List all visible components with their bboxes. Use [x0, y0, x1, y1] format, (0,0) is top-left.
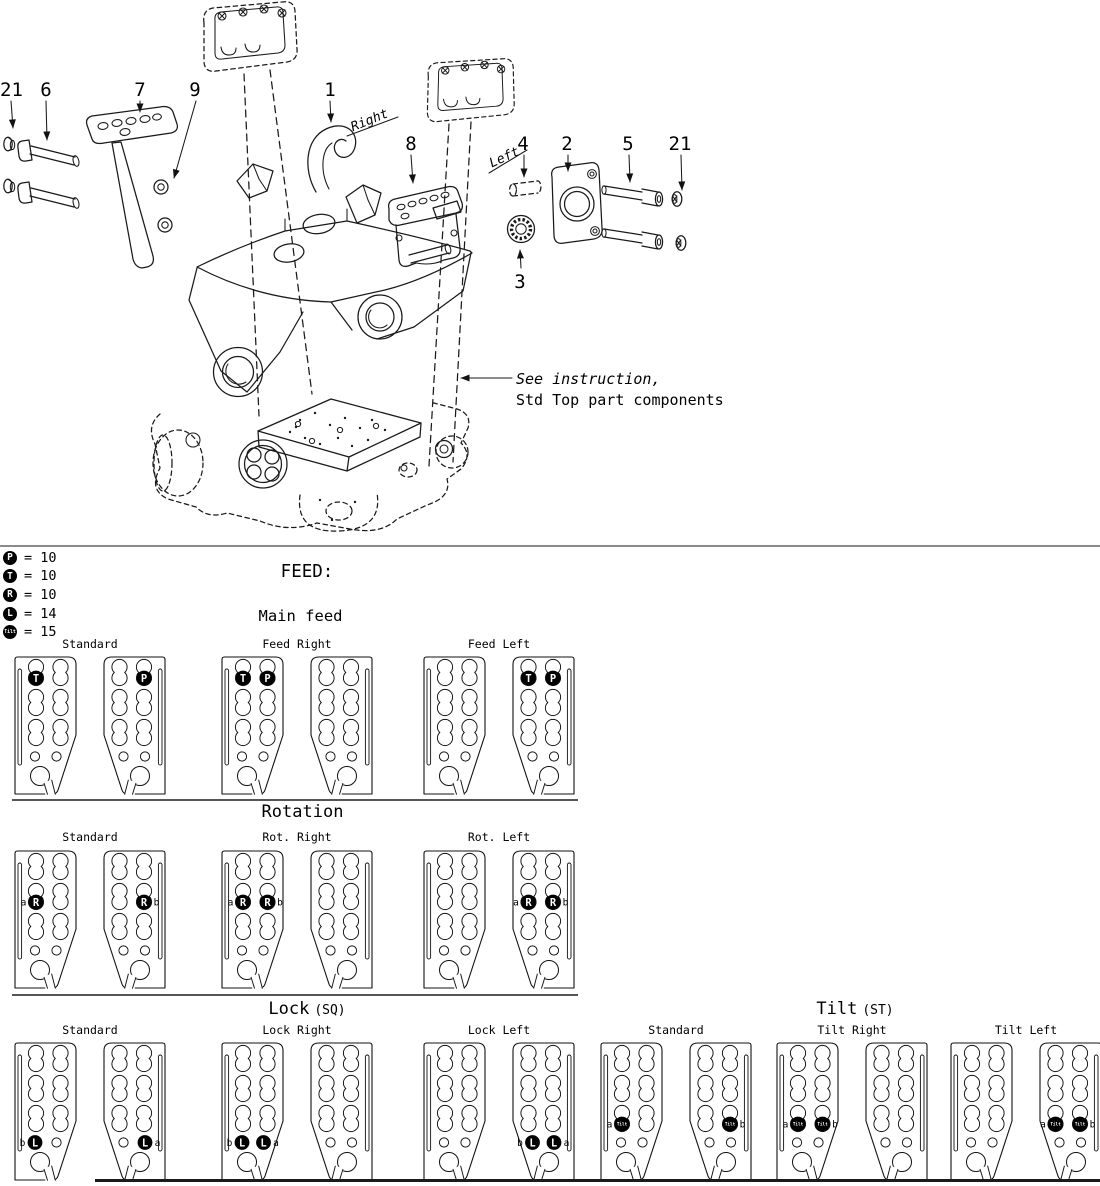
coupler-plate-right [866, 1043, 927, 1182]
port-marker-R [546, 895, 569, 910]
coupler-plate-left [951, 1043, 1012, 1182]
svg-text:L: L [31, 1137, 39, 1150]
legend-row-P [3, 550, 57, 566]
port-marker-Tilt [1040, 1117, 1063, 1132]
svg-text:Tilt: Tilt [1050, 1122, 1061, 1128]
side-label-a: a [513, 897, 519, 909]
svg-text:R: R [525, 896, 532, 909]
part9-bushings [154, 180, 172, 232]
svg-text:R: R [140, 896, 148, 909]
svg-text:T: T [525, 672, 532, 685]
side-label-b: b [562, 897, 569, 909]
part-callout-7: 7 [134, 79, 146, 101]
coupler-plate-right [311, 1043, 372, 1182]
diagram-title-lock-left: Lock Left [467, 1023, 531, 1037]
plate-diagram-rotation-rot-left [424, 851, 574, 992]
diagram-title-feed-left: Feed Left [467, 637, 531, 651]
note-line2: Std Top part components [516, 391, 724, 409]
legend-value: = 10 [24, 568, 57, 585]
part6-pins [18, 140, 80, 209]
port-marker-Tilt [723, 1117, 746, 1132]
diagram-title-standard: Standard [62, 637, 118, 651]
side-label-b: b [1089, 1119, 1096, 1131]
port-marker-T [521, 671, 536, 686]
coupler-plate-right [104, 657, 165, 796]
exploded-view-drawing [0, 0, 1100, 546]
side-label-a: a [1040, 1119, 1046, 1131]
part-callout-5: 5 [622, 133, 634, 155]
section-divider-top [0, 545, 1100, 547]
part-callout-8: 8 [405, 133, 417, 155]
part-callout-2: 2 [561, 133, 573, 155]
heading-rotation: Rotation [261, 802, 344, 822]
leader-dashed [270, 70, 312, 394]
port-badge-P-icon: P [3, 551, 17, 565]
diagram-title-standard: Standard [62, 1023, 118, 1037]
port-marker-P [260, 671, 275, 686]
svg-text:P: P [140, 672, 148, 685]
heading-tilt: Tilt (ST) [816, 999, 894, 1019]
part4-pin [510, 181, 541, 196]
side-label-b: b [19, 1138, 26, 1149]
plate-diagram-rotation-standard [15, 851, 165, 992]
side-label-a: a [563, 1138, 570, 1149]
legend-row-T [3, 569, 57, 585]
part-callout-3: 3 [514, 271, 526, 293]
svg-text:R: R [264, 896, 271, 909]
divider-under-rotation [12, 994, 578, 996]
coupler-plate-left [424, 657, 485, 796]
plate-diagram-lock-standard [15, 1043, 165, 1184]
svg-text:Tilt: Tilt [616, 1122, 628, 1128]
svg-text:L: L [529, 1137, 536, 1150]
svg-text:T: T [239, 672, 247, 685]
svg-text:L: L [141, 1137, 149, 1150]
lower-rotator-unit [151, 399, 468, 531]
port-marker-L [517, 1135, 540, 1150]
port-marker-T [29, 671, 44, 686]
heading-lock: Lock (SQ) [268, 999, 346, 1019]
svg-text:L: L [260, 1137, 267, 1150]
svg-text:Tilt: Tilt [817, 1122, 828, 1128]
leader-dashed [429, 124, 449, 466]
bottom-divider [95, 1179, 1100, 1182]
port-marker-R [21, 895, 44, 910]
plate-diagram-lock-lock-right [222, 1043, 372, 1184]
port-marker-R [228, 895, 251, 910]
part-callout-1: 1 [324, 79, 336, 101]
plate-diagram-tilt-tilt-right [777, 1043, 927, 1184]
plate-diagram-tilt-standard [601, 1043, 751, 1184]
svg-text:L: L [238, 1137, 246, 1150]
svg-text:T: T [32, 672, 40, 685]
port-marker-L [227, 1135, 250, 1150]
svg-text:R: R [239, 896, 247, 909]
coupler-plate-right [690, 1043, 751, 1182]
coupler-plate-left [15, 1043, 76, 1182]
side-label-b: b [517, 1138, 523, 1149]
right-side-label: Right [348, 106, 391, 136]
divider-under-main-feed [12, 799, 578, 801]
feed-heading: FEED: [280, 562, 334, 582]
part5-bolts [602, 186, 663, 249]
svg-text:Tilt: Tilt [1074, 1122, 1086, 1128]
port-marker-T [236, 671, 251, 686]
side-label-a: a [782, 1119, 789, 1131]
port-badge-L-icon: L [3, 607, 17, 621]
diagram-title-tilt-left: Tilt Left [994, 1023, 1058, 1037]
side-label-a: a [20, 897, 27, 909]
port-marker-R [513, 895, 536, 910]
port-marker-R [137, 895, 160, 910]
port-marker-R [260, 895, 283, 910]
coupler-plate-right [311, 657, 372, 796]
svg-text:L: L [550, 1137, 558, 1150]
side-label-b: b [153, 897, 160, 909]
side-label-a: a [154, 1138, 161, 1149]
svg-text:P: P [264, 672, 271, 685]
side-label-b: b [739, 1119, 746, 1131]
plate-diagram-feed-feed-left [424, 657, 574, 798]
port-badge-T-icon: T [3, 569, 17, 583]
plate-diagram-feed-feed-right [222, 657, 372, 798]
legend-value: = 10 [24, 586, 57, 603]
diagram-title-standard: Standard [62, 830, 118, 844]
coupler-plate-left [15, 657, 76, 796]
diagram-title-rot-left: Rot. Left [467, 830, 531, 844]
plate-diagram-tilt-tilt-left [951, 1043, 1100, 1184]
port-marker-P [546, 671, 561, 686]
port-marker-P [137, 671, 152, 686]
side-label-a: a [227, 897, 234, 909]
svg-text:R: R [32, 896, 40, 909]
legend-value: = 14 [24, 605, 57, 622]
legend-value: = 15 [24, 624, 57, 641]
callouts [0, 79, 691, 293]
port-marker-Tilt [607, 1117, 630, 1132]
coupler-plate-right [513, 1043, 574, 1182]
port-marker-Tilt [1073, 1117, 1096, 1132]
diagram-title-tilt-right: Tilt Right [817, 1023, 887, 1037]
left-side-label: Left [487, 144, 522, 172]
port-legend [3, 550, 57, 643]
coupler-plate-left [15, 851, 76, 990]
coupler-plate-left [222, 1043, 283, 1182]
port-marker-L [547, 1135, 570, 1150]
legend-value: = 10 [24, 549, 57, 566]
coupler-bracket [189, 126, 472, 397]
diagram-title-lock-right: Lock Right [262, 1023, 332, 1037]
plate-diagram-lock-lock-left [424, 1043, 574, 1184]
side-label-b: b [226, 1138, 233, 1149]
diagram-title-feed-right: Feed Right [262, 637, 332, 651]
coupler-plate-left [424, 851, 485, 990]
port-marker-L [256, 1135, 279, 1150]
part21-left-washers [4, 137, 15, 193]
side-label-b: b [832, 1119, 838, 1131]
part-callout-21-left: 21 [0, 79, 23, 101]
port-marker-Tilt [783, 1117, 806, 1132]
diagram-title-standard: Standard [648, 1023, 704, 1037]
coupler-plate-right [513, 851, 574, 990]
heading-main-feed: Main feed [258, 607, 343, 625]
part-callout-4: 4 [517, 133, 529, 155]
port-badge-Tilt-icon: Tilt [3, 625, 17, 639]
diagram-title-rot-right: Rot. Right [262, 830, 332, 844]
part-callout-9: 9 [189, 79, 201, 101]
plate-diagram-feed-standard [15, 657, 165, 798]
coupler-plate-right [104, 1043, 165, 1182]
part-callout-6: 6 [40, 79, 52, 101]
coupler-plate-right [104, 851, 165, 990]
port-marker-L [20, 1135, 43, 1150]
note-line1: See instruction, [516, 370, 661, 388]
part8-manifold [389, 187, 463, 267]
legend-row-L [3, 606, 57, 622]
legend-row-R [3, 587, 57, 603]
port-marker-Tilt [815, 1117, 838, 1132]
side-label-b: b [277, 897, 283, 909]
svg-text:P: P [549, 672, 557, 685]
part3-plug [508, 216, 535, 243]
svg-text:R: R [549, 896, 557, 909]
port-marker-L [138, 1135, 161, 1150]
side-label-a: a [273, 1138, 279, 1149]
coupler-plate-right [1040, 1043, 1100, 1182]
coupler-plate-right [311, 851, 372, 990]
coupler-plate-left [222, 851, 283, 990]
part2-flange [552, 163, 602, 244]
port-badge-R-icon: R [3, 588, 17, 602]
side-label-a: a [606, 1119, 613, 1131]
part21-right-washers [672, 192, 686, 250]
plate-diagram-rotation-rot-right [222, 851, 372, 992]
coupler-plate-left [424, 1043, 485, 1182]
svg-text:Tilt: Tilt [792, 1122, 804, 1128]
part-callout-21-right: 21 [668, 133, 692, 155]
coupler-plate-left [601, 1043, 662, 1182]
svg-text:Tilt: Tilt [724, 1122, 736, 1128]
coupler-plate-left [777, 1043, 838, 1182]
